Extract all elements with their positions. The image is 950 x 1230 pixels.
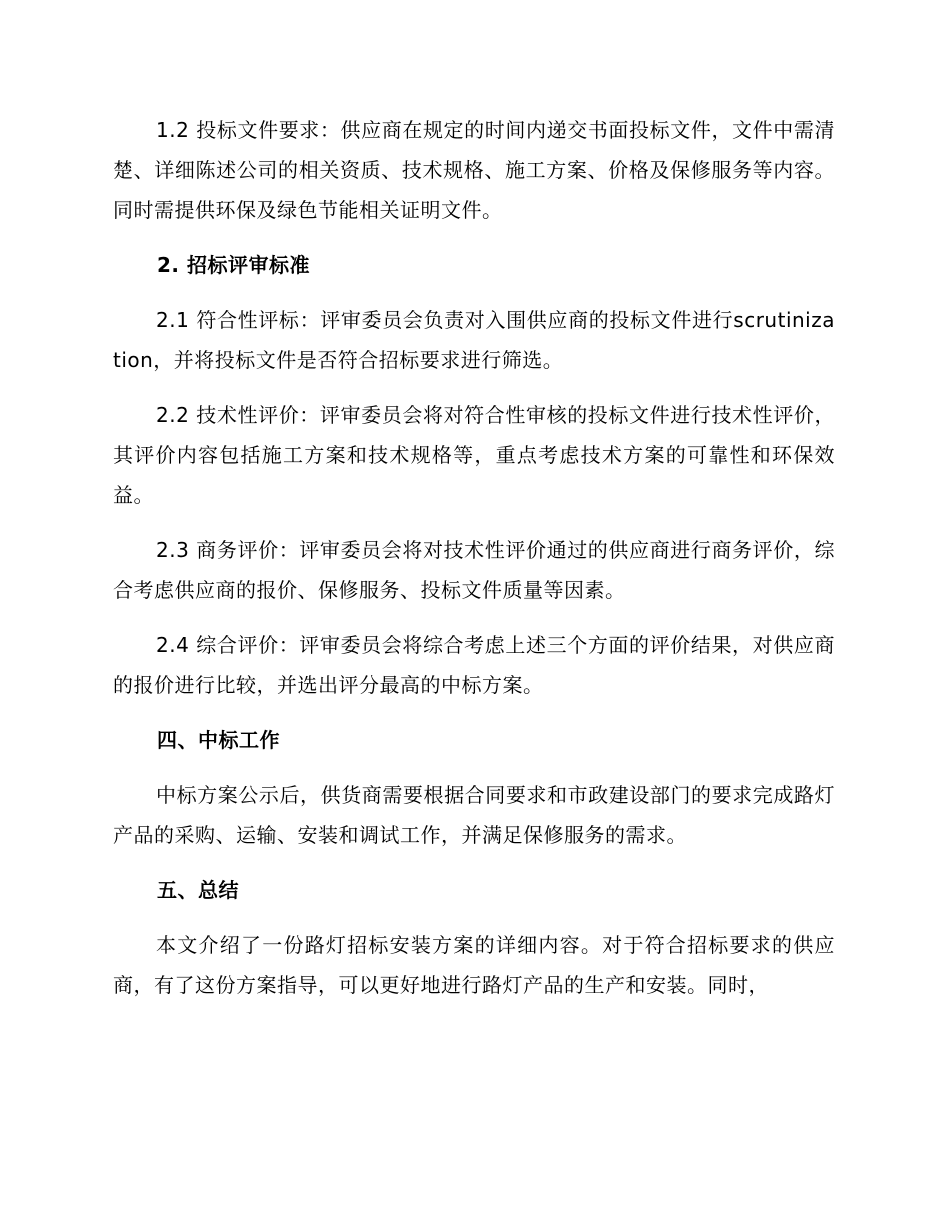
heading-summary: 五、总结 bbox=[157, 878, 239, 902]
heading-evaluation-criteria: 2. 招标评审标准 bbox=[157, 253, 310, 277]
paragraph-commercial-evaluation: 2.3 商务评价：评审委员会将对技术性评价通过的供应商进行商务评价，综合考虑供应商的报价、保修服务、投标文件质量等因素。 bbox=[113, 538, 835, 602]
paragraph-summary: 本文介绍了一份路灯招标安装方案的详细内容。对于符合招标要求的供应商，有了这份方案指导，可以更好地进行路灯产品的生产和安装。同时， bbox=[113, 933, 835, 997]
paragraph-compliance-evaluation: 2.1 符合性评标：评审委员会负责对入围供应商的投标文件进行scrutinization，并将投标文件是否符合招标要求进行筛选。 bbox=[113, 308, 835, 372]
paragraph-winning-bid-work: 中标方案公示后，供货商需要根据合同要求和市政建设部门的要求完成路灯产品的采购、运输、安装和调试工作，并满足保修服务的需求。 bbox=[113, 783, 835, 847]
heading-winning-bid-work: 四、中标工作 bbox=[157, 728, 280, 752]
document-body bbox=[113, 110, 835, 1020]
paragraph-technical-evaluation: 2.2 技术性评价：评审委员会将对符合性审核的投标文件进行技术性评价，其评价内容包括施工方案和技术规格等，重点考虑技术方案的可靠性和环保效益。 bbox=[113, 403, 835, 507]
paragraph-bid-document-requirements: 1.2 投标文件要求：供应商在规定的时间内递交书面投标文件，文件中需清楚、详细陈述公司的相关资质、技术规格、施工方案、价格及保修服务等内容。同时需提供环保及绿色节能相关证明文件。 bbox=[113, 118, 835, 222]
paragraph-overall-evaluation: 2.4 综合评价：评审委员会将综合考虑上述三个方面的评价结果，对供应商的报价进行比较，并选出评分最高的中标方案。 bbox=[113, 633, 835, 697]
